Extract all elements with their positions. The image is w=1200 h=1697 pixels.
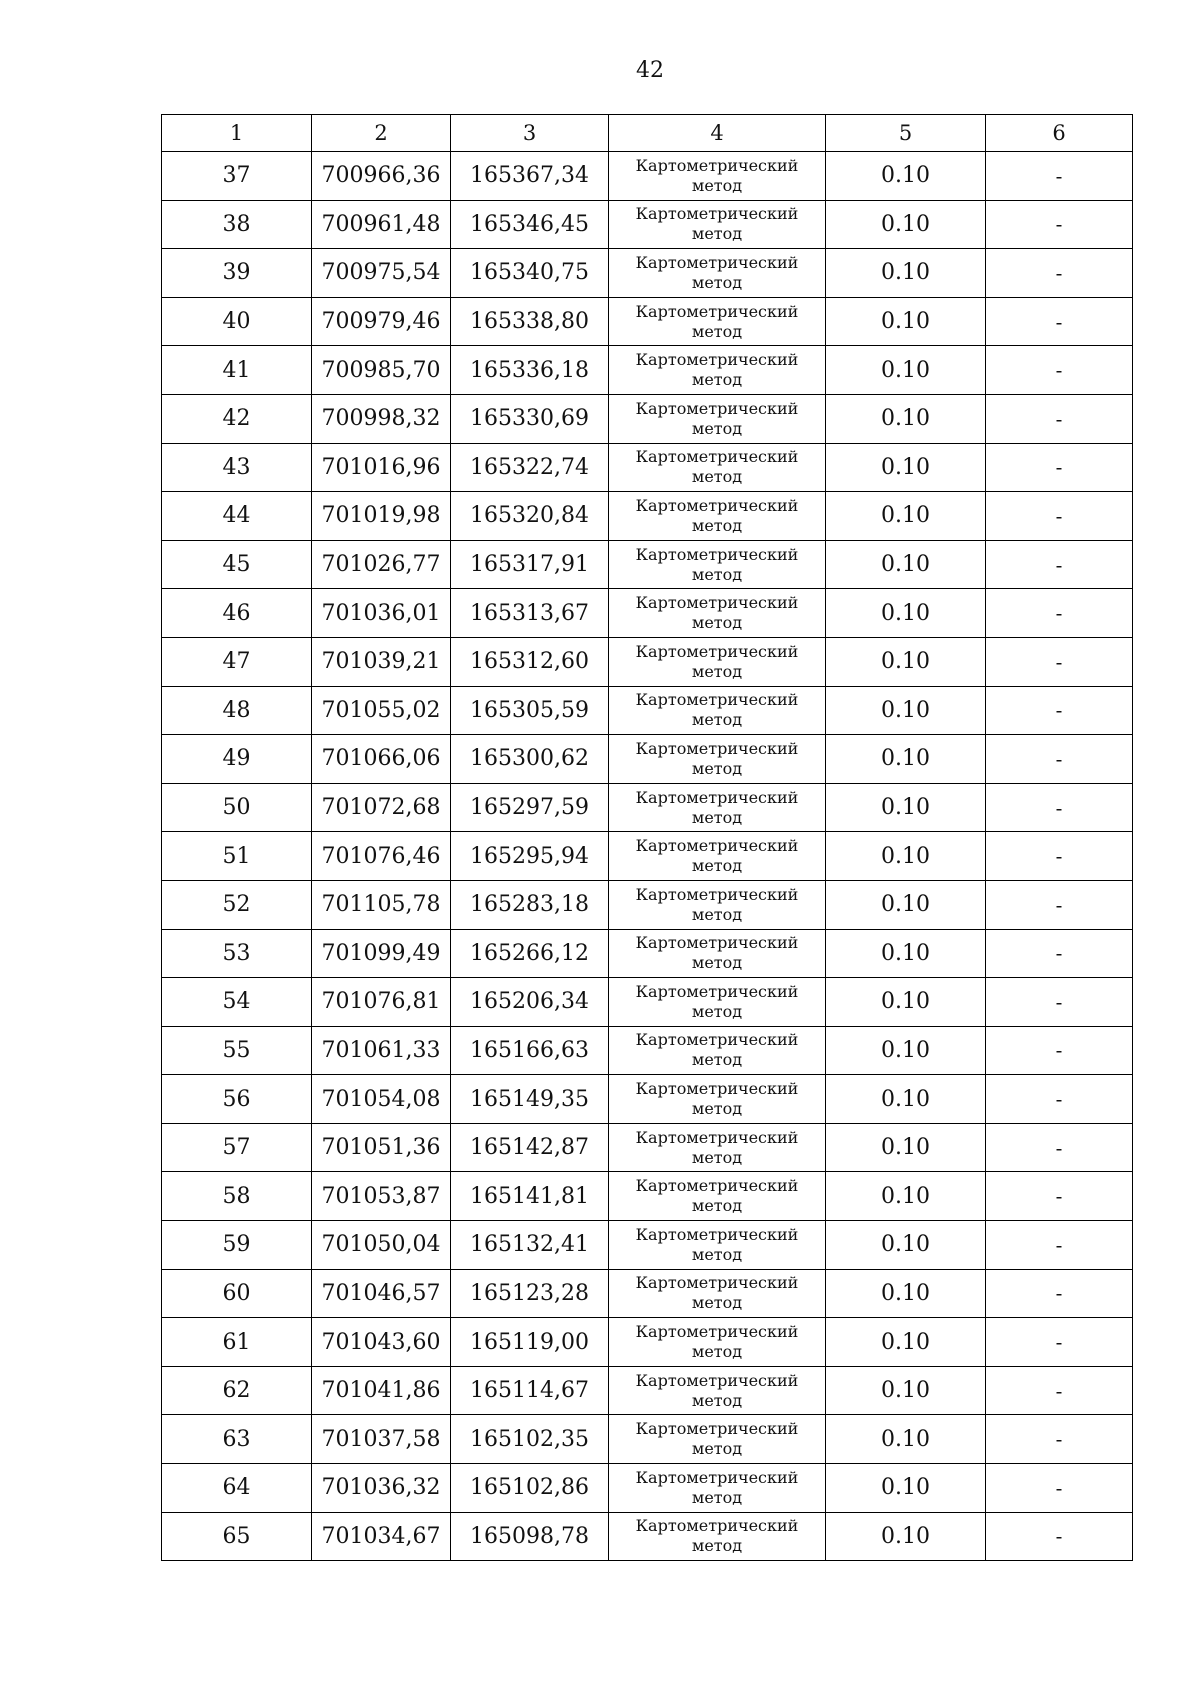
accuracy-cell: 0.10: [826, 589, 986, 638]
table-row: [162, 200, 1133, 249]
y-coordinate-cell: 165123,28: [451, 1269, 609, 1318]
method-label-line2: метод: [691, 272, 743, 292]
note-cell: -: [986, 1512, 1133, 1561]
point-number-cell: 57: [162, 1123, 312, 1172]
table-row: [162, 1269, 1133, 1318]
note-cell: -: [986, 1269, 1133, 1318]
y-coordinate-cell: 165206,34: [451, 978, 609, 1027]
point-number-cell: 62: [162, 1366, 312, 1415]
x-coordinate-cell: 701099,49: [312, 929, 451, 978]
table-row: [162, 686, 1133, 735]
accuracy-cell: 0.10: [826, 637, 986, 686]
accuracy-cell: 0.10: [826, 1415, 986, 1464]
point-number-cell: 59: [162, 1221, 312, 1270]
point-number-cell: 48: [162, 686, 312, 735]
method-cell: [609, 1415, 826, 1464]
y-coordinate-cell: 165300,62: [451, 735, 609, 784]
method-label-line1: Картометрический: [635, 252, 799, 272]
y-coordinate-cell: 165338,80: [451, 297, 609, 346]
method-cell: [609, 1221, 826, 1270]
note-cell: -: [986, 686, 1133, 735]
y-coordinate-cell: 165166,63: [451, 1026, 609, 1075]
x-coordinate-cell: 701061,33: [312, 1026, 451, 1075]
method-label-line1: Картометрический: [635, 1176, 799, 1196]
column-header-6: 6: [986, 115, 1133, 152]
x-coordinate-cell: 701076,81: [312, 978, 451, 1027]
point-number-cell: 61: [162, 1318, 312, 1367]
y-coordinate-cell: 165305,59: [451, 686, 609, 735]
method-label-line1: Картометрический: [635, 447, 799, 467]
method-label-line1: Картометрический: [635, 1322, 799, 1342]
point-number-cell: 46: [162, 589, 312, 638]
point-number-cell: 43: [162, 443, 312, 492]
y-coordinate-cell: 165312,60: [451, 637, 609, 686]
x-coordinate-cell: 701016,96: [312, 443, 451, 492]
method-cell: [609, 540, 826, 589]
column-header-3: 3: [451, 115, 609, 152]
coordinates-table: [161, 114, 1133, 1561]
method-label-line2: метод: [691, 564, 743, 584]
page-number: 42: [636, 58, 664, 83]
method-label-line2: метод: [691, 1050, 743, 1070]
method-cell: [609, 1075, 826, 1124]
table-row: [162, 540, 1133, 589]
accuracy-cell: 0.10: [826, 1269, 986, 1318]
method-cell: [609, 686, 826, 735]
method-label-line1: Картометрический: [635, 593, 799, 613]
table-row: [162, 152, 1133, 201]
point-number-cell: 37: [162, 152, 312, 201]
accuracy-cell: 0.10: [826, 832, 986, 881]
note-cell: -: [986, 297, 1133, 346]
table-row: [162, 1172, 1133, 1221]
x-coordinate-cell: 701036,32: [312, 1464, 451, 1513]
accuracy-cell: 0.10: [826, 880, 986, 929]
method-cell: [609, 1172, 826, 1221]
x-coordinate-cell: 701051,36: [312, 1123, 451, 1172]
method-cell: [609, 443, 826, 492]
method-label-line2: метод: [691, 807, 743, 827]
method-cell: [609, 880, 826, 929]
y-coordinate-cell: 165119,00: [451, 1318, 609, 1367]
point-number-cell: 41: [162, 346, 312, 395]
x-coordinate-cell: 701054,08: [312, 1075, 451, 1124]
method-cell: [609, 1123, 826, 1172]
method-label-line1: Картометрический: [635, 204, 799, 224]
method-label-line1: Картометрический: [635, 495, 799, 515]
note-cell: -: [986, 1415, 1133, 1464]
column-header-5: 5: [826, 115, 986, 152]
method-label-line2: метод: [691, 515, 743, 535]
y-coordinate-cell: 165330,69: [451, 394, 609, 443]
method-label-line1: Картометрический: [635, 398, 799, 418]
note-cell: -: [986, 346, 1133, 395]
method-label-line1: Картометрический: [635, 1079, 799, 1099]
x-coordinate-cell: 701046,57: [312, 1269, 451, 1318]
method-label-line1: Картометрический: [635, 301, 799, 321]
y-coordinate-cell: 165295,94: [451, 832, 609, 881]
note-cell: -: [986, 1221, 1133, 1270]
point-number-cell: 56: [162, 1075, 312, 1124]
accuracy-cell: 0.10: [826, 394, 986, 443]
point-number-cell: 55: [162, 1026, 312, 1075]
method-label-line2: метод: [691, 224, 743, 244]
method-cell: [609, 152, 826, 201]
method-cell: [609, 637, 826, 686]
table-row: [162, 637, 1133, 686]
y-coordinate-cell: 165322,74: [451, 443, 609, 492]
method-label-line1: Картометрический: [635, 1224, 799, 1244]
x-coordinate-cell: 701053,87: [312, 1172, 451, 1221]
accuracy-cell: 0.10: [826, 929, 986, 978]
x-coordinate-cell: 701072,68: [312, 783, 451, 832]
method-label-line1: Картометрический: [635, 1030, 799, 1050]
accuracy-cell: 0.10: [826, 1123, 986, 1172]
note-cell: -: [986, 443, 1133, 492]
note-cell: -: [986, 1075, 1133, 1124]
x-coordinate-cell: 701026,77: [312, 540, 451, 589]
note-cell: -: [986, 880, 1133, 929]
y-coordinate-cell: 165114,67: [451, 1366, 609, 1415]
point-number-cell: 54: [162, 978, 312, 1027]
method-cell: [609, 1269, 826, 1318]
method-cell: [609, 735, 826, 784]
table-row: [162, 249, 1133, 298]
table-row: [162, 1464, 1133, 1513]
method-cell: [609, 297, 826, 346]
x-coordinate-cell: 700998,32: [312, 394, 451, 443]
note-cell: -: [986, 1318, 1133, 1367]
method-label-line1: Картометрический: [635, 1516, 799, 1536]
table-row: [162, 346, 1133, 395]
table-row: [162, 1318, 1133, 1367]
note-cell: -: [986, 492, 1133, 541]
x-coordinate-cell: 701066,06: [312, 735, 451, 784]
point-number-cell: 60: [162, 1269, 312, 1318]
point-number-cell: 64: [162, 1464, 312, 1513]
x-coordinate-cell: 701055,02: [312, 686, 451, 735]
method-cell: [609, 346, 826, 395]
method-label-line2: метод: [691, 1342, 743, 1362]
method-cell: [609, 1366, 826, 1415]
table-row: [162, 1026, 1133, 1075]
accuracy-cell: 0.10: [826, 978, 986, 1027]
note-cell: -: [986, 1172, 1133, 1221]
y-coordinate-cell: 165336,18: [451, 346, 609, 395]
method-label-line2: метод: [691, 904, 743, 924]
point-number-cell: 44: [162, 492, 312, 541]
point-number-cell: 50: [162, 783, 312, 832]
method-label-line2: метод: [691, 1099, 743, 1119]
point-number-cell: 39: [162, 249, 312, 298]
method-label-line2: метод: [691, 1001, 743, 1021]
accuracy-cell: 0.10: [826, 1366, 986, 1415]
note-cell: -: [986, 1366, 1133, 1415]
table-row: [162, 443, 1133, 492]
method-label-line2: метод: [691, 613, 743, 633]
y-coordinate-cell: 165313,67: [451, 589, 609, 638]
accuracy-cell: 0.10: [826, 686, 986, 735]
point-number-cell: 52: [162, 880, 312, 929]
note-cell: -: [986, 929, 1133, 978]
x-coordinate-cell: 701037,58: [312, 1415, 451, 1464]
method-label-line2: метод: [691, 856, 743, 876]
header-row: [162, 115, 1133, 152]
method-label-line2: метод: [691, 418, 743, 438]
point-number-cell: 58: [162, 1172, 312, 1221]
accuracy-cell: 0.10: [826, 1075, 986, 1124]
x-coordinate-cell: 701036,01: [312, 589, 451, 638]
method-cell: [609, 1512, 826, 1561]
method-cell: [609, 783, 826, 832]
method-label-line2: метод: [691, 1487, 743, 1507]
note-cell: -: [986, 1123, 1133, 1172]
note-cell: -: [986, 1026, 1133, 1075]
method-label-line1: Картометрический: [635, 350, 799, 370]
column-header-4: 4: [609, 115, 826, 152]
method-cell: [609, 1464, 826, 1513]
y-coordinate-cell: 165102,86: [451, 1464, 609, 1513]
note-cell: -: [986, 1464, 1133, 1513]
x-coordinate-cell: 700975,54: [312, 249, 451, 298]
note-cell: -: [986, 735, 1133, 784]
accuracy-cell: 0.10: [826, 1318, 986, 1367]
note-cell: -: [986, 200, 1133, 249]
method-label-line2: метод: [691, 1439, 743, 1459]
table-row: [162, 978, 1133, 1027]
y-coordinate-cell: 165317,91: [451, 540, 609, 589]
point-number-cell: 63: [162, 1415, 312, 1464]
x-coordinate-cell: 701105,78: [312, 880, 451, 929]
table-row: [162, 1512, 1133, 1561]
accuracy-cell: 0.10: [826, 492, 986, 541]
y-coordinate-cell: 165283,18: [451, 880, 609, 929]
accuracy-cell: 0.10: [826, 200, 986, 249]
method-label-line2: метод: [691, 953, 743, 973]
x-coordinate-cell: 700979,46: [312, 297, 451, 346]
note-cell: -: [986, 978, 1133, 1027]
method-cell: [609, 394, 826, 443]
x-coordinate-cell: 701041,86: [312, 1366, 451, 1415]
table-body: [162, 152, 1133, 1561]
note-cell: -: [986, 249, 1133, 298]
accuracy-cell: 0.10: [826, 540, 986, 589]
table-row: [162, 929, 1133, 978]
method-label-line1: Картометрический: [635, 1467, 799, 1487]
method-label-line1: Картометрический: [635, 933, 799, 953]
accuracy-cell: 0.10: [826, 443, 986, 492]
method-label-line2: метод: [691, 1147, 743, 1167]
point-number-cell: 40: [162, 297, 312, 346]
method-cell: [609, 492, 826, 541]
note-cell: -: [986, 394, 1133, 443]
method-label-line1: Картометрический: [635, 641, 799, 661]
method-label-line2: метод: [691, 321, 743, 341]
x-coordinate-cell: 700985,70: [312, 346, 451, 395]
accuracy-cell: 0.10: [826, 1464, 986, 1513]
method-label-line1: Картометрический: [635, 738, 799, 758]
table-row: [162, 735, 1133, 784]
x-coordinate-cell: 700961,48: [312, 200, 451, 249]
table-row: [162, 589, 1133, 638]
y-coordinate-cell: 165142,87: [451, 1123, 609, 1172]
table-row: [162, 394, 1133, 443]
method-cell: [609, 589, 826, 638]
y-coordinate-cell: 165340,75: [451, 249, 609, 298]
accuracy-cell: 0.10: [826, 1026, 986, 1075]
method-label-line2: метод: [691, 1244, 743, 1264]
accuracy-cell: 0.10: [826, 1172, 986, 1221]
y-coordinate-cell: 165141,81: [451, 1172, 609, 1221]
method-label-line2: метод: [691, 1196, 743, 1216]
point-number-cell: 47: [162, 637, 312, 686]
x-coordinate-cell: 701043,60: [312, 1318, 451, 1367]
x-coordinate-cell: 700966,36: [312, 152, 451, 201]
accuracy-cell: 0.10: [826, 735, 986, 784]
method-cell: [609, 1026, 826, 1075]
table-row: [162, 832, 1133, 881]
point-number-cell: 38: [162, 200, 312, 249]
y-coordinate-cell: 165346,45: [451, 200, 609, 249]
method-label-line2: метод: [691, 467, 743, 487]
table-row: [162, 783, 1133, 832]
method-label-line1: Картометрический: [635, 1127, 799, 1147]
method-label-line2: метод: [691, 1293, 743, 1313]
accuracy-cell: 0.10: [826, 1512, 986, 1561]
note-cell: -: [986, 152, 1133, 201]
note-cell: -: [986, 637, 1133, 686]
method-label-line1: Картометрический: [635, 544, 799, 564]
table-row: [162, 1123, 1133, 1172]
point-number-cell: 42: [162, 394, 312, 443]
method-cell: [609, 978, 826, 1027]
column-header-2: 2: [312, 115, 451, 152]
y-coordinate-cell: 165098,78: [451, 1512, 609, 1561]
method-label-line1: Картометрический: [635, 981, 799, 1001]
method-cell: [609, 832, 826, 881]
table-row: [162, 1075, 1133, 1124]
x-coordinate-cell: 701050,04: [312, 1221, 451, 1270]
method-label-line2: метод: [691, 370, 743, 390]
column-header-1: 1: [162, 115, 312, 152]
method-label-line1: Картометрический: [635, 690, 799, 710]
method-label-line1: Картометрический: [635, 787, 799, 807]
method-label-line2: метод: [691, 1536, 743, 1556]
y-coordinate-cell: 165132,41: [451, 1221, 609, 1270]
table-row: [162, 297, 1133, 346]
point-number-cell: 45: [162, 540, 312, 589]
accuracy-cell: 0.10: [826, 249, 986, 298]
note-cell: -: [986, 783, 1133, 832]
accuracy-cell: 0.10: [826, 1221, 986, 1270]
table-header: [162, 115, 1133, 152]
table-row: [162, 1221, 1133, 1270]
table-row: [162, 1415, 1133, 1464]
method-label-line1: Картометрический: [635, 1273, 799, 1293]
table-row: [162, 1366, 1133, 1415]
point-number-cell: 51: [162, 832, 312, 881]
method-cell: [609, 1318, 826, 1367]
method-cell: [609, 200, 826, 249]
table-row: [162, 492, 1133, 541]
y-coordinate-cell: 165149,35: [451, 1075, 609, 1124]
note-cell: -: [986, 832, 1133, 881]
accuracy-cell: 0.10: [826, 297, 986, 346]
method-label-line2: метод: [691, 758, 743, 778]
x-coordinate-cell: 701034,67: [312, 1512, 451, 1561]
method-label-line1: Картометрический: [635, 884, 799, 904]
x-coordinate-cell: 701076,46: [312, 832, 451, 881]
method-label-line1: Картометрический: [635, 1370, 799, 1390]
point-number-cell: 49: [162, 735, 312, 784]
accuracy-cell: 0.10: [826, 783, 986, 832]
method-label-line1: Картометрический: [635, 155, 799, 175]
note-cell: -: [986, 540, 1133, 589]
table-row: [162, 880, 1133, 929]
y-coordinate-cell: 165266,12: [451, 929, 609, 978]
note-cell: -: [986, 589, 1133, 638]
method-label-line2: метод: [691, 1390, 743, 1410]
method-label-line1: Картометрический: [635, 836, 799, 856]
point-number-cell: 65: [162, 1512, 312, 1561]
method-label-line2: метод: [691, 710, 743, 730]
method-cell: [609, 249, 826, 298]
point-number-cell: 53: [162, 929, 312, 978]
y-coordinate-cell: 165297,59: [451, 783, 609, 832]
accuracy-cell: 0.10: [826, 152, 986, 201]
x-coordinate-cell: 701039,21: [312, 637, 451, 686]
method-label-line1: Картометрический: [635, 1419, 799, 1439]
y-coordinate-cell: 165367,34: [451, 152, 609, 201]
method-label-line2: метод: [691, 175, 743, 195]
method-cell: [609, 929, 826, 978]
y-coordinate-cell: 165102,35: [451, 1415, 609, 1464]
x-coordinate-cell: 701019,98: [312, 492, 451, 541]
accuracy-cell: 0.10: [826, 346, 986, 395]
y-coordinate-cell: 165320,84: [451, 492, 609, 541]
method-label-line2: метод: [691, 661, 743, 681]
